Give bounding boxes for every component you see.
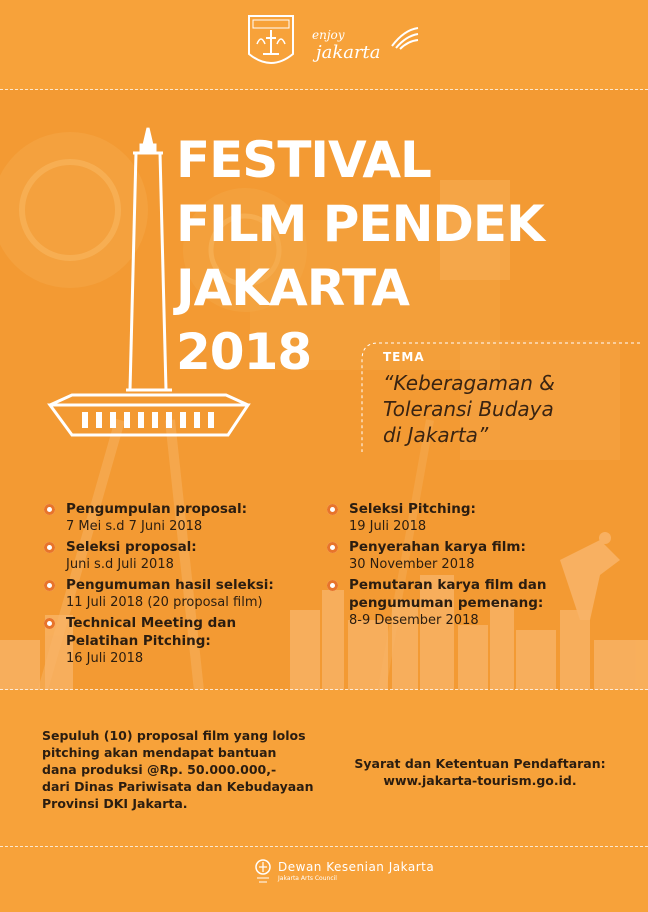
footer-divider <box>0 689 648 690</box>
schedule-item-date: 16 Juli 2018 <box>66 651 144 666</box>
schedule-item-title: Pengumpulan proposal: <box>66 501 248 517</box>
header-divider <box>0 89 648 90</box>
schedule-item <box>327 538 607 574</box>
schedule-item-title: Seleksi proposal: <box>66 539 197 555</box>
schedule-item-title: Pengumuman hasil seleksi: <box>66 577 274 593</box>
bullet-icon <box>44 504 55 515</box>
schedule-item-date: 7 Mei s.d 7 Juni 2018 <box>66 519 203 534</box>
schedule-item-date: Juni s.d Juli 2018 <box>66 557 174 572</box>
bullet-icon <box>327 580 338 591</box>
swoosh-icon <box>390 26 420 50</box>
schedule-item <box>44 538 316 574</box>
dkj-name: Dewan Kesenian Jakarta <box>278 860 435 874</box>
funding-line-1: Sepuluh (10) proposal film yang lolos <box>42 728 306 743</box>
title-line-4: 2018 <box>176 323 312 381</box>
schedule-item-date: 8-9 Desember 2018 <box>349 613 479 628</box>
funding-line-4: dari Dinas Pariwisata dan Kebudayaan <box>42 779 314 794</box>
funding-info <box>42 727 332 812</box>
schedule-item <box>327 576 607 630</box>
theme-label: TEMA <box>383 350 425 364</box>
bullet-icon <box>327 542 338 553</box>
schedule-item <box>44 576 316 612</box>
bullet-icon <box>327 504 338 515</box>
jakarta-text: jakarta <box>316 42 381 63</box>
festival-title <box>176 128 576 384</box>
schedule-right <box>327 500 607 632</box>
theme-line-1: “Keberagaman & <box>383 371 555 395</box>
registration-url[interactable]: www.jakarta-tourism.go.id. <box>383 773 577 788</box>
schedule-item-date: 19 Juli 2018 <box>349 519 427 534</box>
bullet-icon <box>44 542 55 553</box>
funding-line-2: pitching akan mendapat bantuan <box>42 745 277 760</box>
registration-label: Syarat dan Ketentuan Pendaftaran: <box>354 756 606 771</box>
schedule-item-title: Pelatihan Pitching: <box>66 633 211 649</box>
title-line-2: FILM PENDEK <box>176 195 544 253</box>
funding-line-5: Provinsi DKI Jakarta. <box>42 796 188 811</box>
schedule-item-date: 30 November 2018 <box>349 557 475 572</box>
schedule-left <box>44 500 316 670</box>
registration-info <box>350 755 610 789</box>
schedule-item <box>44 614 316 668</box>
bullet-icon <box>44 618 55 629</box>
bullet-icon <box>44 580 55 591</box>
dki-shield-icon <box>247 14 295 72</box>
schedule-item-title: Pemutaran karya film dan <box>349 577 547 593</box>
title-line-3: JAKARTA <box>176 259 409 317</box>
theme-line-3: di Jakarta” <box>383 423 489 447</box>
title-line-1: FESTIVAL <box>176 131 431 189</box>
schedule-item-title: pengumuman pemenang: <box>349 595 544 611</box>
theme-text <box>383 370 633 448</box>
schedule-item <box>44 500 316 536</box>
theme-line-2: Toleransi Budaya <box>383 397 554 421</box>
enjoy-text: enjoy <box>312 28 345 42</box>
schedule-item-title: Seleksi Pitching: <box>349 501 476 517</box>
bottom-divider <box>0 846 648 847</box>
dkj-emblem-icon <box>254 858 272 884</box>
schedule-item <box>327 500 607 536</box>
theme-block <box>383 350 633 448</box>
schedule-item-title: Technical Meeting dan <box>66 615 237 631</box>
dewan-kesenian-jakarta-logo <box>254 856 435 888</box>
funding-line-3: dana produksi @Rp. 50.000.000,- <box>42 762 277 777</box>
dkj-subtitle: Jakarta Arts Council <box>278 875 337 882</box>
schedule-item-title: Penyerahan karya film: <box>349 539 526 555</box>
schedule-item-date: 11 Juli 2018 (20 proposal film) <box>66 595 263 610</box>
dki-jakarta-logo <box>247 14 295 72</box>
enjoy-jakarta-logo <box>312 24 422 70</box>
